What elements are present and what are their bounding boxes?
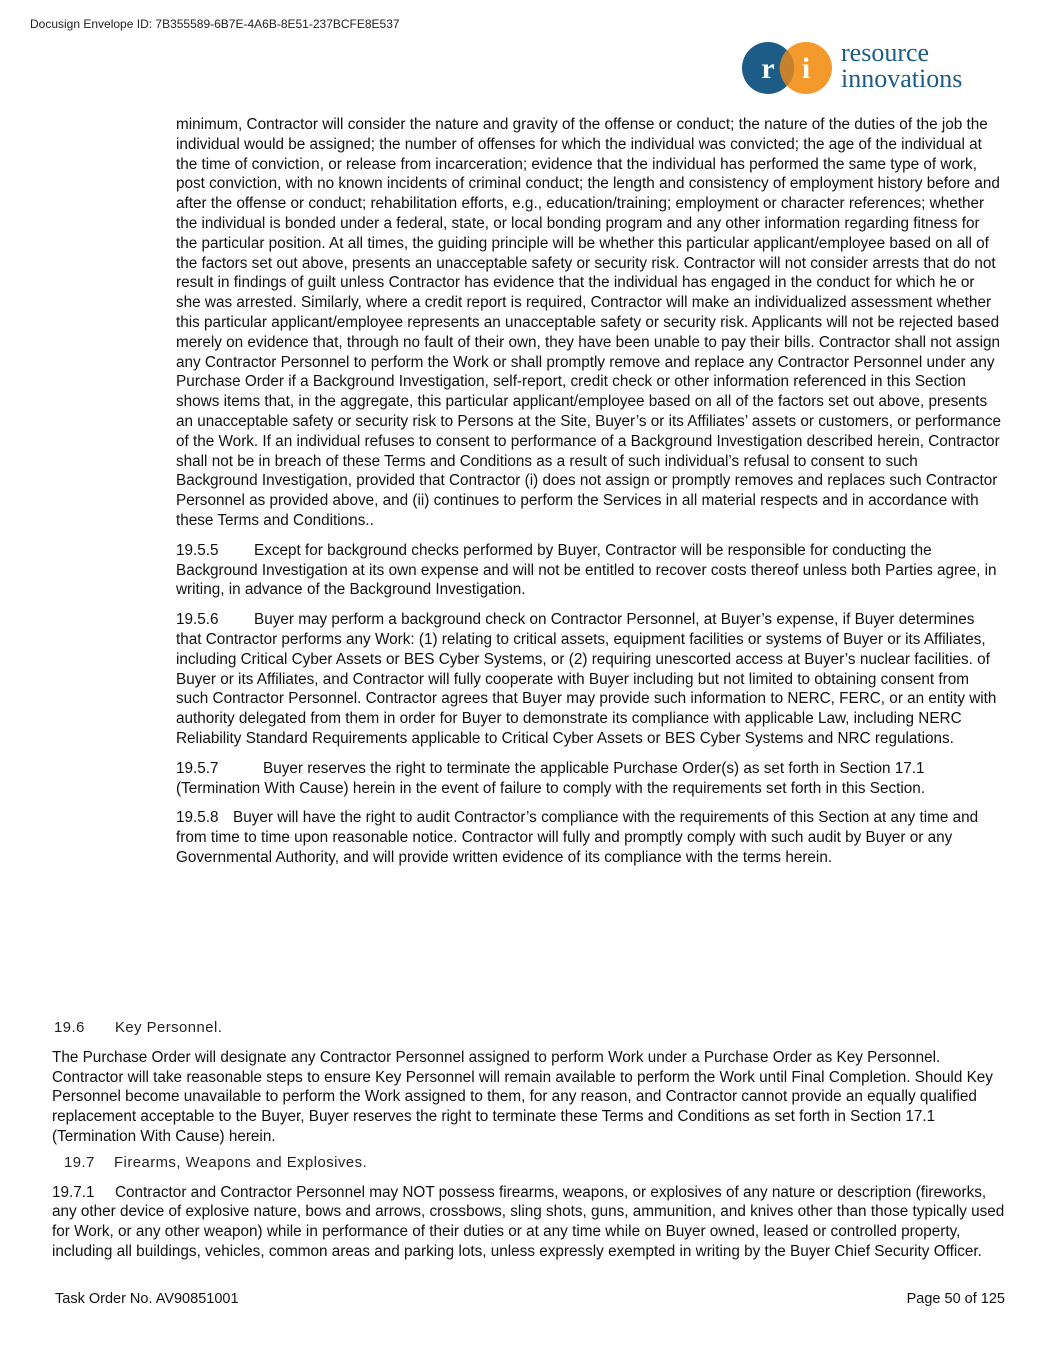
section-19-5-7 bbox=[176, 759, 1002, 799]
section-19-5-8 bbox=[176, 808, 1002, 867]
continued-paragraph: minimum, Contractor will consider the nature and gravity of the offense or conduct; the nature of the duties of the job the individual would be assigned; the number of offenses for which the individual was convicted; the age of the individual at the time of conviction, or release from incarceration; evidence that the individual has performed the same type of work, post conviction, with no known incidents of criminal conduct; the length and consistency of employment history before and after the offense or conduct; rehabilitation efforts, e.g., education/training; employment or character references; whether the individual is bonded under a federal, state, or local bonding program and any other information regarding fitness for the particular position. At all times, the guiding principle will be whether this particular applicant/employee based on all of the factors set out above, presents an unacceptable safety or security risk. Contractor will not consider arrests that do not result in findings of guilt unless Contractor has evidence that the individual has engaged in the conduct for which he or she was arrested. Similarly, where a credit report is required, Contractor will make an individualized assessment whether this particular applicant/employee represents an unacceptable safety or security risk. Applicants will not be rejected based merely on evidence that, through no fault of their own, they have been unable to pay their bills. Contractor shall not assign any Contractor Personnel to perform the Work or shall promptly remove and replace any Contractor Personnel under any Purchase Order if a Background Investigation, self-report, credit check or other information referenced in this Section shows items that, in the aggregate, this particular applicant/employee based on all of the factors set out above, presents an unacceptable safety or security risk to Persons at the Site, Buyer’s or its Affiliates’ assets or customers, or performance of the Work. If an individual refuses to consent to performance of a Background Investigation described herein, Contractor shall not be in breach of these Terms and Conditions as a result of such individual’s refusal to consent to such Background Investigation, provided that Contractor (i) does not assign or promptly removes and replaces such Contractor Personnel as provided above, and (ii) continues to perform the Services in all material respects and in accordance with these Terms and Conditions.. bbox=[176, 116, 1001, 529]
section-19-5-5 bbox=[176, 541, 1002, 600]
section-text: Buyer may perform a background check on Contractor Personnel, at Buyer’s expense, if Buyer determines that Contractor performs any Work: (1) relating to critical assets, equipment facilities or systems of Buyer or its Affiliates, including Critical Cyber Assets or BES Cyber Systems, or (2) requiring unescorted access at Buyer’s nuclear facilities. of Buyer or its Affiliates, and Contractor will fully cooperate with Buyer including but not limited to obtaining consent from such Contractor Personnel. Contractor agrees that Buyer may provide such information to NERC, FERC, or an entity with authority delegated from them in order for Buyer to demonstrate its compliance with applicable Law, including NERC Reliability Standard Requirements applicable to Critical Cyber Assets or BES Cyber Systems and NRC regulations. bbox=[176, 611, 997, 747]
section-number: 19.7.1 bbox=[52, 1183, 95, 1201]
section-number: 19.5.7 bbox=[176, 759, 219, 777]
logo-wordmark bbox=[841, 40, 962, 92]
section-text: Contractor and Contractor Personnel may NOT possess firearms, weapons, or explosives of any nature or description (fireworks, any other device of explosive nature, bows and arrows, crossbows, sling shots, guns, ammunition, and knives other than those typically used for Work, or any other weapon) while in performance of their duties or at any time while on Buyer owned, leased or controlled property, including all buildings, vehicles, common areas and parking lots, unless expressly exempted in writing by the Buyer Chief Security Officer. bbox=[52, 1183, 1005, 1260]
section-19-7-1 bbox=[52, 1183, 1007, 1262]
heading-title: Firearms, Weapons and Explosives. bbox=[114, 1154, 368, 1171]
section-text: Buyer will have the right to audit Contractor’s compliance with the requirements of this Section at any time and from time to time upon reasonable notice. Contractor will fully and promptly comply with such audit by Buyer or any Governmental Authority, and will provide written evidence of its compliance with the terms herein. bbox=[176, 809, 979, 866]
logo-line-innovations: innovations bbox=[841, 64, 963, 93]
heading-19-7 bbox=[64, 1147, 1007, 1183]
paragraph-19-6: The Purchase Order will designate any Contractor Personnel assigned to perform Work under a Purchase Order as Key Personnel. Contractor will take reasonable steps to ensure Key Personnel will remain available to perform the Work until Final Completion. Should Key Personnel become unavailable to perform the Work assigned to them, for any reason, and Contractor cannot provide an equally qualified replacement acceptable to the Buyer, Buyer reserves the right to terminate these Terms and Conditions as set forth in Section 17.1 (Termination With Cause) herein. bbox=[52, 1048, 993, 1145]
heading-title: Key Personnel. bbox=[115, 1020, 223, 1036]
logo-mark-icon bbox=[741, 40, 833, 96]
logo-mark-r: r bbox=[761, 52, 775, 85]
section-number: 19.5.6 bbox=[176, 611, 219, 629]
heading-19-6 bbox=[54, 1019, 1007, 1048]
section-number: 19.5.8 bbox=[176, 809, 219, 827]
section-text: Except for background checks performed by Buyer, Contractor will be responsible for conducting the Background Investigation at its own expense and will not be entitled to recover costs thereof unless both Parties agree, in writing, in advance of the Background Investigation. bbox=[176, 541, 997, 599]
heading-number: 19.6 bbox=[54, 1020, 85, 1036]
resource-innovations-logo bbox=[741, 40, 1011, 96]
logo-line-resource: resource bbox=[841, 38, 930, 67]
heading-number: 19.7 bbox=[64, 1154, 95, 1171]
section-number: 19.5.5 bbox=[176, 541, 219, 559]
footer-page-number: Page 50 of 125 bbox=[906, 1291, 1005, 1307]
section-text: Buyer reserves the right to terminate the applicable Purchase Order(s) as set forth in Section 17.1 (Termination With Cause) herein in the event of failure to comply with the requirements set forth in this Section. bbox=[176, 759, 926, 797]
indented-subsections bbox=[176, 115, 1002, 878]
logo-mark-i: i bbox=[801, 52, 811, 85]
full-width-sections bbox=[52, 1019, 1007, 1262]
section-19-5-6 bbox=[176, 610, 1002, 749]
docusign-envelope-id: Docusign Envelope ID: 7B355589-6B7E-4A6B-8E51-237BCFE8E537 bbox=[30, 17, 400, 31]
footer-task-order: Task Order No. AV90851001 bbox=[55, 1291, 239, 1307]
